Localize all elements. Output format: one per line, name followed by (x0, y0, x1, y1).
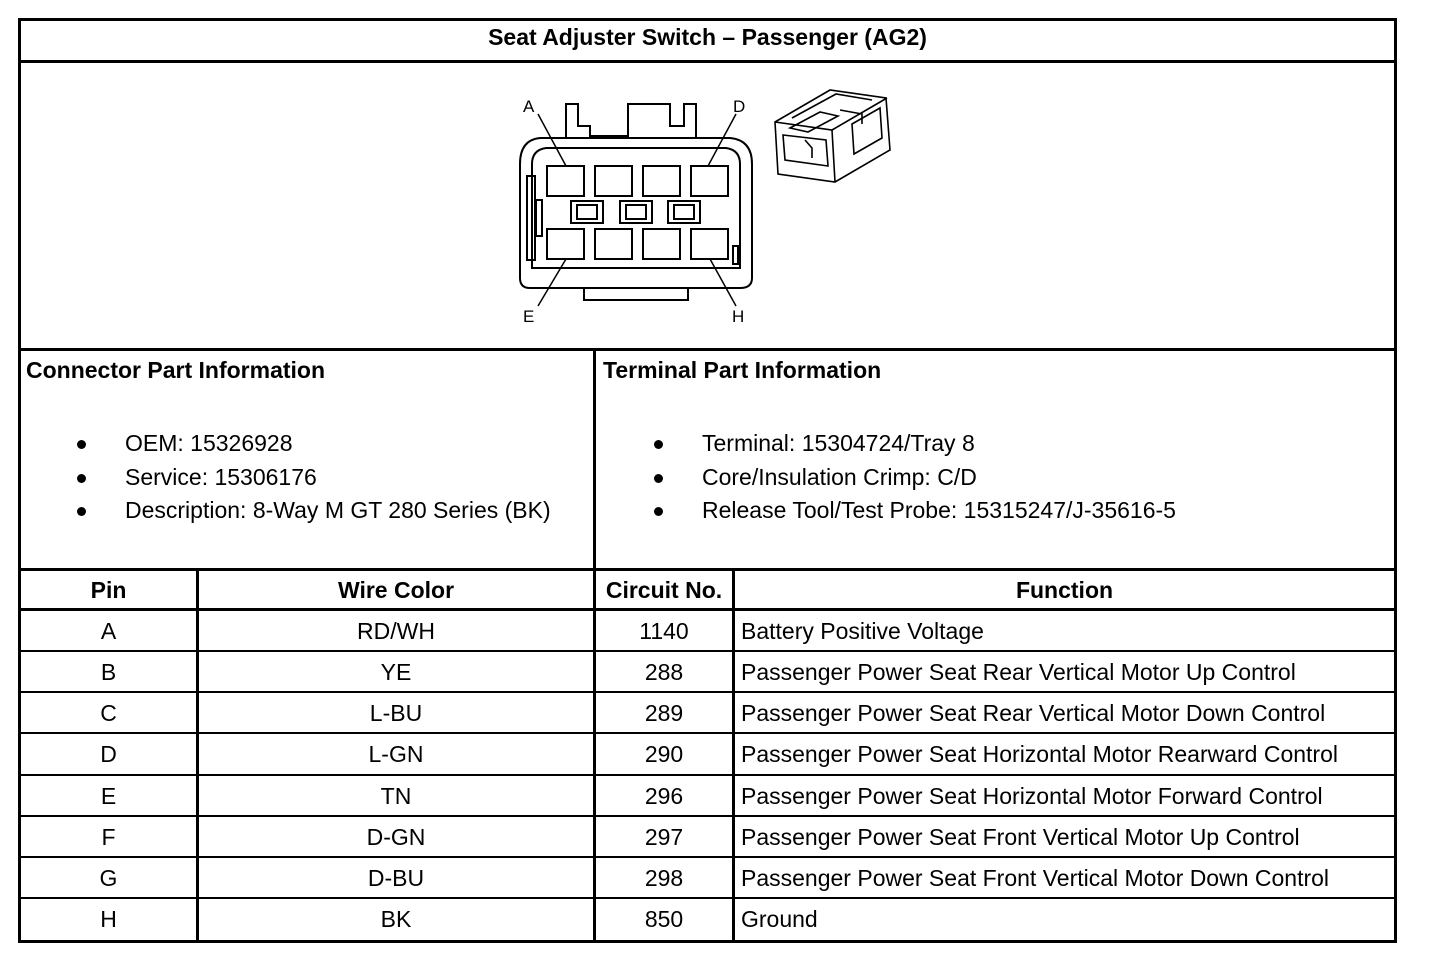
cell-circuit: 298 (644, 865, 684, 891)
terminal-info-release-tool: Release Tool/Test Probe: 15315247/J-35616-5 (702, 497, 1176, 523)
pin-label-d: D (733, 97, 746, 116)
bullet-icon (77, 474, 86, 483)
list-item (654, 494, 1354, 528)
pin-label-a: A (523, 97, 535, 116)
column-header-pin: Pin (90, 577, 127, 603)
connector-info-service: Service: 15306176 (125, 463, 317, 490)
cell-wire-color: RD/WH (357, 618, 435, 644)
cell-circuit: 288 (644, 659, 684, 685)
cell-function: Passenger Power Seat Horizontal Motor Forward Control (741, 783, 1323, 809)
bullet-icon (77, 440, 86, 449)
cell-pin: H (100, 906, 117, 932)
connector-body-outline (520, 138, 752, 288)
leader-line-d (708, 114, 736, 166)
page-title: Seat Adjuster Switch – Passenger (AG2) (488, 24, 927, 50)
locking-cavity (674, 205, 694, 219)
bullet-icon (654, 474, 663, 483)
connector-3d-view (775, 90, 890, 182)
cell-pin: E (100, 783, 117, 809)
list-item (654, 461, 1354, 495)
cell-pin: C (100, 700, 117, 726)
cell-wire-color: L-GN (368, 741, 424, 767)
connector-latch (566, 104, 696, 138)
connector-diagram (18, 63, 1397, 349)
cell-circuit: 297 (644, 824, 684, 850)
cell-function: Ground (741, 906, 818, 932)
list-item (77, 461, 589, 495)
cell-circuit: 1140 (639, 618, 689, 644)
terminal-info-terminal: Terminal: 15304724/Tray 8 (702, 430, 975, 456)
cavity-d (691, 166, 728, 196)
pin-label-e: E (523, 307, 535, 326)
cell-pin: F (101, 824, 116, 850)
leader-line-h (710, 259, 736, 306)
locking-cavity (577, 205, 597, 219)
cell-pin: G (99, 865, 118, 891)
cell-wire-color: L-BU (369, 700, 423, 726)
bullet-icon (654, 440, 663, 449)
locking-cavity (626, 205, 646, 219)
cell-function: Passenger Power Seat Horizontal Motor Rearward Control (741, 741, 1338, 767)
bullet-icon (77, 507, 86, 516)
column-header-wire-color: Wire Color (337, 577, 455, 603)
cell-circuit: 289 (644, 700, 684, 726)
connector-info-description: Description: 8-Way M GT 280 Series (BK) (125, 497, 551, 523)
connector-key (733, 246, 738, 264)
leader-line-a (538, 114, 566, 166)
terminal-info-crimp: Core/Insulation Crimp: C/D (702, 463, 977, 490)
bullet-icon (654, 507, 663, 516)
list-item (77, 494, 589, 528)
cell-function: Passenger Power Seat Front Vertical Motor Down Control (741, 865, 1330, 891)
cavity-f (595, 229, 632, 259)
column-header-circuit: Circuit No. (605, 577, 723, 603)
cell-function: Passenger Power Seat Front Vertical Motor Up Control (741, 824, 1300, 850)
cell-pin: A (100, 618, 117, 644)
cell-function: Battery Positive Voltage (741, 618, 984, 644)
cavity-h (691, 229, 728, 259)
cavity-e (547, 229, 584, 259)
pin-label-h: H (732, 307, 745, 326)
divider-col-circuit (732, 570, 735, 943)
cell-circuit: 850 (644, 906, 684, 932)
cell-wire-color: YE (380, 659, 412, 685)
cell-function: Passenger Power Seat Rear Vertical Motor Down Control (741, 700, 1326, 726)
cavity-c (643, 166, 680, 196)
cell-circuit: 296 (644, 783, 684, 809)
cell-pin: B (100, 659, 117, 685)
connector-bottom-tab (584, 288, 688, 300)
column-header-function: Function (1015, 577, 1114, 603)
cell-wire-color: D-GN (366, 824, 426, 850)
leader-line-e (538, 259, 566, 306)
connector-info-heading: Connector Part Information (26, 357, 326, 383)
terminal-info-heading: Terminal Part Information (603, 357, 882, 383)
connector-info-list (77, 427, 589, 528)
cell-wire-color: D-BU (367, 865, 425, 891)
terminal-info-list (654, 427, 1354, 528)
cavity-b (595, 166, 632, 196)
cell-wire-color: BK (380, 906, 412, 932)
cell-function: Passenger Power Seat Rear Vertical Motor Up Control (741, 659, 1296, 685)
connector-side-rib (536, 200, 542, 236)
cell-circuit: 290 (644, 741, 684, 767)
list-item (654, 427, 1354, 461)
connector-info-oem: OEM: 15326928 (125, 430, 293, 456)
cell-wire-color: TN (380, 783, 412, 809)
list-item (77, 427, 589, 461)
cavity-a (547, 166, 584, 196)
cavity-g (643, 229, 680, 259)
cell-pin: D (100, 741, 117, 767)
